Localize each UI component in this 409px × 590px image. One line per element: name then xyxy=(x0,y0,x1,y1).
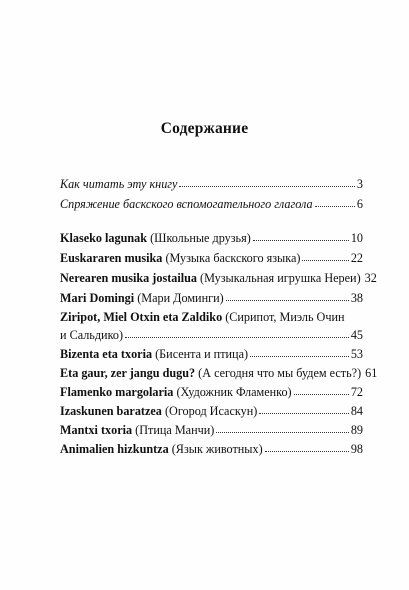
toc-page-number: 72 xyxy=(350,385,363,399)
toc-entry-russian-title: (Художник Фламенко) xyxy=(173,385,292,399)
leader-dots xyxy=(302,249,348,261)
leader-dots xyxy=(253,229,349,241)
leader-dots xyxy=(259,402,349,414)
toc-page-number: 3 xyxy=(356,177,363,191)
toc-entry-chapter[interactable] xyxy=(60,440,363,458)
toc-entry-chapter[interactable] xyxy=(60,249,363,267)
toc-entry-russian-title: (Музыкальная игрушка Нереи) xyxy=(197,271,361,285)
toc-entry-continuation: и Сальдико) xyxy=(60,328,124,342)
leader-dots xyxy=(315,195,355,207)
toc-entry-basque-title: Flamenko margolaria xyxy=(60,385,174,399)
toc-page-number: 6 xyxy=(356,197,363,211)
toc-page-number: 89 xyxy=(350,423,363,437)
toc-entry-russian-title: (Огород Исаскун) xyxy=(161,404,258,418)
toc-entry-title: Как читать эту книгу xyxy=(60,177,178,191)
toc-entry-chapter[interactable] xyxy=(60,345,363,363)
toc-entry-basque-title: Eta gaur, zer jangu dugu? xyxy=(60,366,196,380)
toc-entry-russian-title: (Птица Манчи) xyxy=(132,423,215,437)
toc-page-number: 38 xyxy=(350,291,363,305)
toc-entry-chapter-line-2[interactable] xyxy=(60,326,363,344)
toc-entry-chapter[interactable] xyxy=(60,229,363,247)
toc-entry-basque-title: Izaskunen baratzea xyxy=(60,404,162,418)
toc-entry-auxiliary-verb[interactable] xyxy=(60,195,363,213)
toc-entry-russian-title: (Школьные друзья) xyxy=(147,231,251,245)
toc-entry-basque-title: Bizenta eta txoria xyxy=(60,347,153,361)
toc-page-number: 45 xyxy=(350,328,363,342)
toc-entry-russian-title: (А сегодня что мы будем есть?) xyxy=(195,366,362,380)
toc-page-number: 10 xyxy=(350,231,363,245)
toc-page-number: 53 xyxy=(350,347,363,361)
toc-entry-basque-title: Mari Domingi xyxy=(60,291,135,305)
leader-dots xyxy=(226,289,349,301)
leader-dots xyxy=(216,421,348,433)
toc-entry-russian-title: (Бисента и птица) xyxy=(152,347,249,361)
toc-entry-chapter[interactable] xyxy=(60,364,378,382)
toc-page-number: 84 xyxy=(350,404,363,418)
toc-entry-chapter[interactable] xyxy=(60,269,377,287)
toc-entry-chapter[interactable] xyxy=(60,402,363,420)
toc-entry-chapter[interactable] xyxy=(60,421,363,439)
toc-entry-chapter[interactable] xyxy=(60,383,363,401)
toc-page-number: 98 xyxy=(350,442,363,456)
leader-dots xyxy=(250,345,349,357)
toc-page-number: 61 xyxy=(365,366,378,380)
leader-dots xyxy=(294,383,349,395)
toc-entry-chapter-line-1[interactable] xyxy=(60,308,363,326)
toc-entry-basque-title: Klaseko lagunak xyxy=(60,231,148,245)
leader-dots xyxy=(265,440,349,452)
toc-entry-chapter[interactable] xyxy=(60,289,363,307)
toc-entry-basque-title: Ziripot, Miel Otxin eta Zaldiko xyxy=(60,310,223,324)
page-title: Содержание xyxy=(160,120,249,137)
leader-dots xyxy=(125,326,349,338)
toc-entry-russian-title: (Мари Доминги) xyxy=(134,291,224,305)
toc-page-number: 32 xyxy=(364,271,377,285)
toc-page-number: 22 xyxy=(350,251,363,265)
toc-entry-title: Спряжение баскского вспомогательного глагола xyxy=(60,197,313,211)
toc-entry-basque-title: Animalien hizkuntza xyxy=(60,442,169,456)
toc-entry-basque-title: Euskararen musika xyxy=(60,251,163,265)
toc-entry-basque-title: Nerearen musika jostailua xyxy=(60,271,197,285)
toc-entry-russian-title: (Сирипот, Миэль Очин xyxy=(222,310,345,324)
toc-entry-how-to-read[interactable] xyxy=(60,175,363,193)
toc-entry-basque-title: Mantxi txoria xyxy=(60,423,133,437)
toc-entry-russian-title: (Язык животных) xyxy=(168,442,263,456)
toc-entry-russian-title: (Музыка баскского языка) xyxy=(162,251,301,265)
leader-dots xyxy=(179,175,354,187)
